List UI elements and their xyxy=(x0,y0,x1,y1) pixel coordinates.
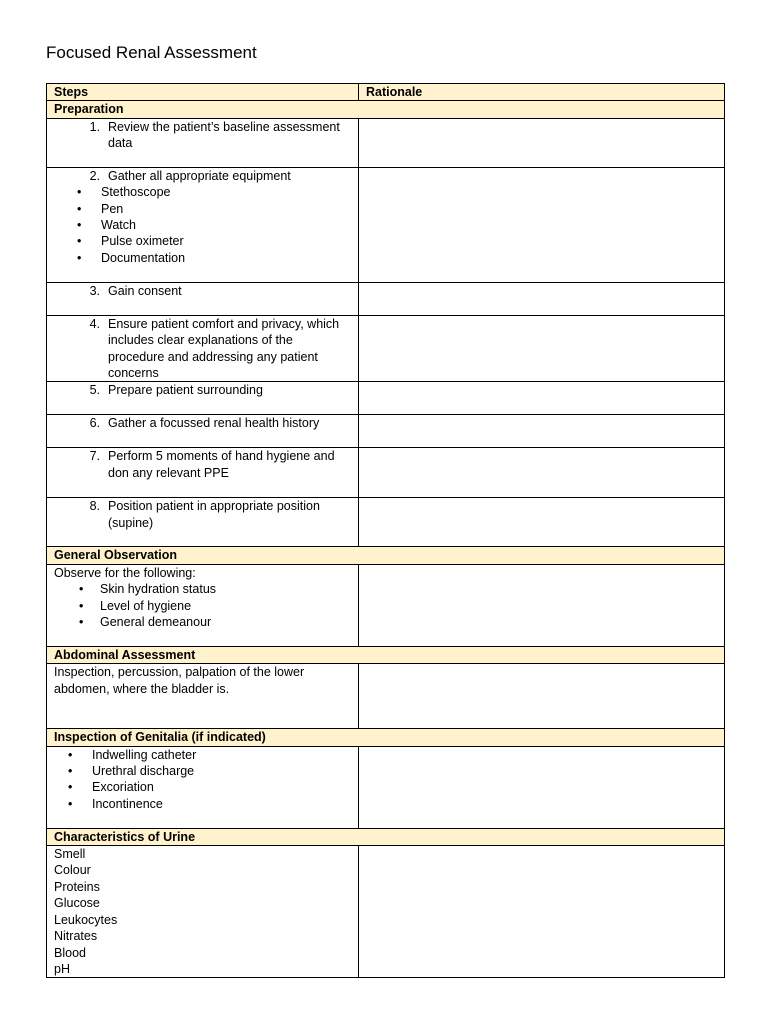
rationale-cell[interactable] xyxy=(359,448,725,498)
step-cell xyxy=(47,167,359,282)
genitalia-list xyxy=(54,747,351,813)
general-observation-heading: General Observation xyxy=(47,547,725,564)
step-number: 2. xyxy=(89,168,100,183)
urine-item: Proteins xyxy=(54,879,100,894)
rationale-cell[interactable] xyxy=(359,746,725,828)
table-row xyxy=(47,664,725,729)
rationale-cell[interactable] xyxy=(359,846,725,978)
table-row xyxy=(47,415,725,448)
page-title: Focused Renal Assessment xyxy=(46,43,257,62)
genitalia-inspection-heading: Inspection of Genitalia (if indicated) xyxy=(47,729,725,746)
step-number: 8. xyxy=(89,499,100,514)
step-cell xyxy=(47,415,359,448)
urine-item: Colour xyxy=(54,863,91,878)
step-number: 4. xyxy=(89,316,100,331)
step-text: Ensure patient comfort and privacy, which includes clear explanations of the procedure and addressing any patient concerns xyxy=(108,316,340,381)
list-item: • Documentation xyxy=(54,250,351,266)
rationale-cell[interactable] xyxy=(359,315,725,382)
list-item: • Skin hydration status xyxy=(77,581,351,597)
list-item: • General demeanour xyxy=(77,614,351,630)
list-item: • Pen xyxy=(54,201,351,217)
rationale-header: Rationale xyxy=(359,84,725,101)
step-cell xyxy=(47,498,359,547)
step-cell xyxy=(47,118,359,167)
step-cell xyxy=(47,282,359,315)
list-item: • Level of hygiene xyxy=(77,598,351,614)
list-item: • Excoriation xyxy=(54,779,351,795)
step-cell xyxy=(47,746,359,828)
abdominal-assessment-heading: Abdominal Assessment xyxy=(47,646,725,663)
section-row-genitalia-inspection xyxy=(47,729,725,746)
section-row-general-observation xyxy=(47,547,725,564)
urine-item: pH xyxy=(54,961,70,976)
list-item: • Indwelling catheter xyxy=(54,747,351,763)
observation-list xyxy=(54,581,351,630)
list-item: • Watch xyxy=(54,217,351,233)
list-item: • Urethral discharge xyxy=(54,763,351,779)
urine-item: Nitrates xyxy=(54,929,98,944)
step-cell xyxy=(47,448,359,498)
rationale-cell[interactable] xyxy=(359,498,725,547)
assessment-table xyxy=(46,83,725,978)
step-text: Gather a focussed renal health history xyxy=(108,416,320,431)
step-cell xyxy=(47,382,359,415)
rationale-cell[interactable] xyxy=(359,282,725,315)
rationale-cell[interactable] xyxy=(359,564,725,646)
table-row xyxy=(47,448,725,498)
step-number: 5. xyxy=(89,383,100,398)
table-row xyxy=(47,498,725,547)
step-text: Perform 5 moments of hand hygiene and don any relevant PPE xyxy=(108,449,335,480)
table-row xyxy=(47,118,725,167)
list-item: • Stethoscope xyxy=(54,184,351,200)
step-cell xyxy=(47,564,359,646)
table-row xyxy=(47,746,725,828)
table-row xyxy=(47,382,725,415)
steps-header: Steps xyxy=(47,84,359,101)
urine-characteristics-heading: Characteristics of Urine xyxy=(47,828,725,845)
step-number: 1. xyxy=(89,119,100,134)
urine-item: Leukocytes xyxy=(54,912,118,927)
step-text: Gather all appropriate equipment xyxy=(108,168,291,183)
step-text: Gain consent xyxy=(108,283,182,298)
step-text: Prepare patient surrounding xyxy=(108,383,263,398)
step-number: 7. xyxy=(89,449,100,464)
step-text: Position patient in appropriate position (supine) xyxy=(108,499,320,530)
list-item: • Pulse oximeter xyxy=(54,233,351,249)
urine-item: Smell xyxy=(54,847,86,862)
urine-item: Blood xyxy=(54,945,86,960)
table-row xyxy=(47,846,725,978)
step-cell xyxy=(47,315,359,382)
equipment-list xyxy=(54,184,351,266)
table-header-row xyxy=(47,84,725,101)
table-row xyxy=(47,315,725,382)
observe-intro: Observe for the following: xyxy=(54,565,196,580)
urine-item: Glucose xyxy=(54,896,100,911)
rationale-cell[interactable] xyxy=(359,167,725,282)
rationale-cell[interactable] xyxy=(359,415,725,448)
step-text: Review the patient’s baseline assessment data xyxy=(108,119,340,151)
rationale-cell[interactable] xyxy=(359,118,725,167)
table-row xyxy=(47,167,725,282)
table-row xyxy=(47,282,725,315)
rationale-cell[interactable] xyxy=(359,664,725,729)
list-item: • Incontinence xyxy=(54,796,351,812)
preparation-heading: Preparation xyxy=(47,101,725,118)
step-number: 3. xyxy=(89,283,100,298)
section-row-urine-characteristics xyxy=(47,828,725,845)
rationale-cell[interactable] xyxy=(359,382,725,415)
section-row-preparation xyxy=(47,101,725,118)
step-cell: Inspection, percussion, palpation of the lower abdomen, where the bladder is. xyxy=(47,664,359,729)
step-cell xyxy=(47,846,359,978)
section-row-abdominal-assessment xyxy=(47,646,725,663)
table-row xyxy=(47,564,725,646)
step-number: 6. xyxy=(89,416,100,431)
